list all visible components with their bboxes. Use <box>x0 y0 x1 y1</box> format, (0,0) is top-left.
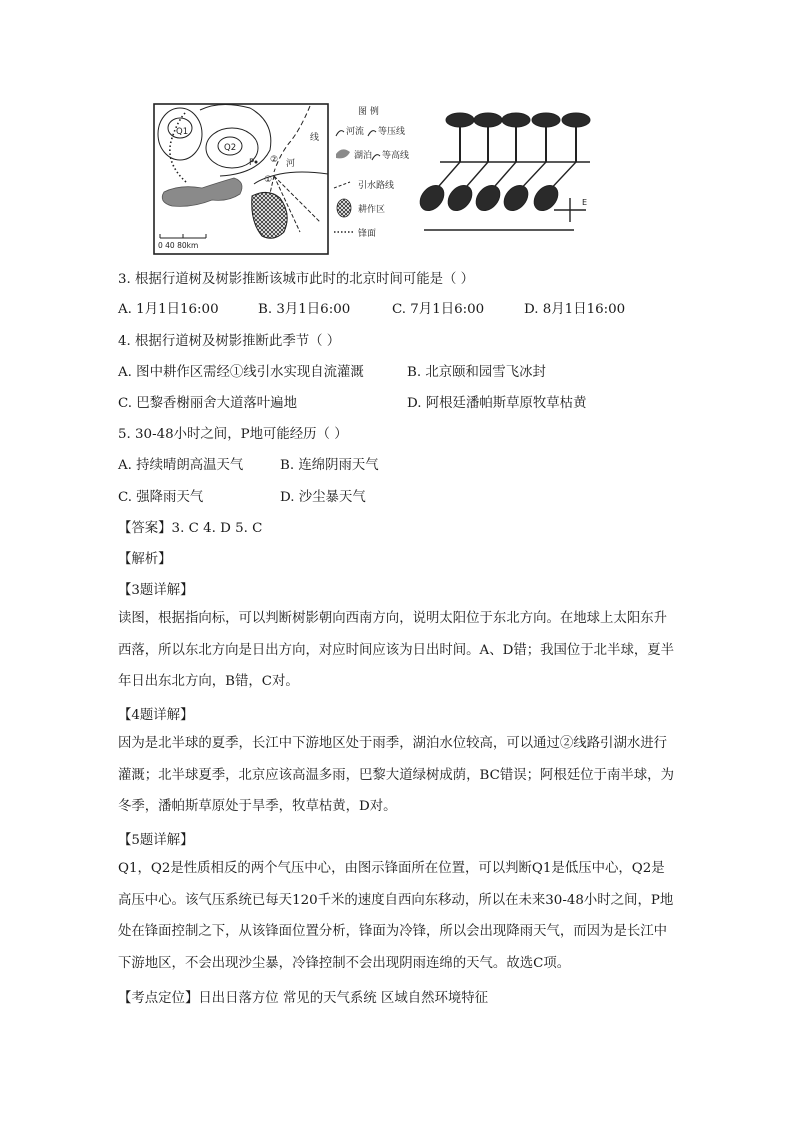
question-3-option-d: D. 8月1日16:00 <box>524 302 626 317</box>
question-5-stem: 5. 30-48小时之间，P地可能经历（ ） <box>118 427 348 442</box>
legend-farmland: 耕作区 <box>358 205 386 215</box>
farmland-legend-icon <box>337 199 351 217</box>
question-figure <box>150 102 596 260</box>
isobar-legend-icon <box>368 131 376 136</box>
map-legend <box>334 105 409 239</box>
detail-4-text: 因为是北半球的夏季，长江中下游地区处于雨季，湖泊水位较高，可以通过②线路引湖水进行灌溉；北半球夏季，北京应该高温多雨，巴黎大道绿树成荫，BC错误；阿根廷位于南半球，为冬季，潘帕斯草原处于旱季，牧草枯黄，D对。 <box>118 736 674 814</box>
kaodian-line: 【考点定位】日出日落方位 常见的天气系统 区域自然环境特征 <box>118 991 489 1006</box>
legend-canal: 引水路线 <box>358 181 395 191</box>
question-4-option-b: B. 北京颐和园雪飞冰封 <box>407 365 546 380</box>
contour-legend-icon <box>372 155 380 160</box>
detail-5-text: Q1，Q2是性质相反的两个气压中心，由图示锋面所在位置，可以判断Q1是低压中心，Q2是高压中心。该气压系统已每天120千米的速度自西向东移动，所以在未来30-48小时之间，P地处在锋面控制之下，从该锋面位置分析，锋面为冷锋，所以会出现降雨天气，而因为是长江中下游地区，不会出现沙尘暴，冷锋控制不会出现阴雨连绵的天气。故选C项。 <box>118 861 674 971</box>
region-map <box>154 104 328 254</box>
question-4-option-d: D. 阿根廷潘帕斯草原牧草枯黄 <box>407 396 587 411</box>
detail-4-heading: 【4题详解】 <box>118 708 194 723</box>
legend-front: 锋面 <box>358 229 377 239</box>
question-5-option-d: D. 沙尘暴天气 <box>280 490 366 505</box>
legend-title: 图 例 <box>358 107 379 117</box>
q1-label: Q1 <box>176 127 189 137</box>
compass-east-label: E <box>582 198 588 207</box>
legend-contour: 等高线 <box>382 151 410 161</box>
scale-label: 0 40 80km <box>158 241 199 250</box>
question-5-option-a: A. 持续晴朗高温天气 <box>118 458 244 473</box>
question-5-option-b: B. 连绵阴雨天气 <box>280 458 379 473</box>
legend-river: 河流 <box>346 127 365 137</box>
answer-line: 【答案】3. C 4. D 5. C <box>118 521 263 536</box>
lake-legend-icon <box>336 149 350 158</box>
question-3-option-c: C. 7月1日6:00 <box>392 302 485 317</box>
canal-2-label: ② <box>270 155 279 165</box>
question-4-option-a: A. 图中耕作区需经①线引水实现自流灌溉 <box>118 365 364 380</box>
detail-5-heading: 【5题详解】 <box>118 833 194 848</box>
legend-isobar: 等压线 <box>378 127 406 137</box>
tree-shadow-illustration <box>415 113 590 230</box>
q2-label: Q2 <box>224 143 237 153</box>
question-3-option-b: B. 3月1日6:00 <box>258 302 351 317</box>
question-4-option-c: C. 巴黎香榭丽舍大道落叶遍地 <box>118 396 297 411</box>
canal-1-label: ① <box>264 175 273 185</box>
analysis-label: 【解析】 <box>118 552 172 567</box>
p-label: P <box>249 158 255 168</box>
question-4-stem: 4. 根据行道树及树影推断此季节（ ） <box>118 334 341 349</box>
detail-3-text: 读图，根据指向标，可以判断树影朝向西南方向，说明太阳位于东北方向。在地球上太阳东升西落，所以东北方向是日出方向，对应时间应该为日出时间。A、D错；我国位于北半球，夏半年日出东北方向，B错，C对。 <box>118 611 675 689</box>
detail-3-heading: 【3题详解】 <box>118 583 194 598</box>
question-3-option-a: A. 1月1日16:00 <box>118 302 219 317</box>
question-5-option-c: C. 强降雨天气 <box>118 490 204 505</box>
river-label: 河 <box>286 159 296 169</box>
legend-lake: 湖泊 <box>354 151 373 161</box>
river-legend-icon <box>336 131 344 136</box>
line-label: 线 <box>310 133 320 143</box>
question-3-stem: 3. 根据行道树及树影推断该城市此时的北京时间可能是（ ） <box>118 272 475 287</box>
canal-legend-icon <box>334 182 350 188</box>
